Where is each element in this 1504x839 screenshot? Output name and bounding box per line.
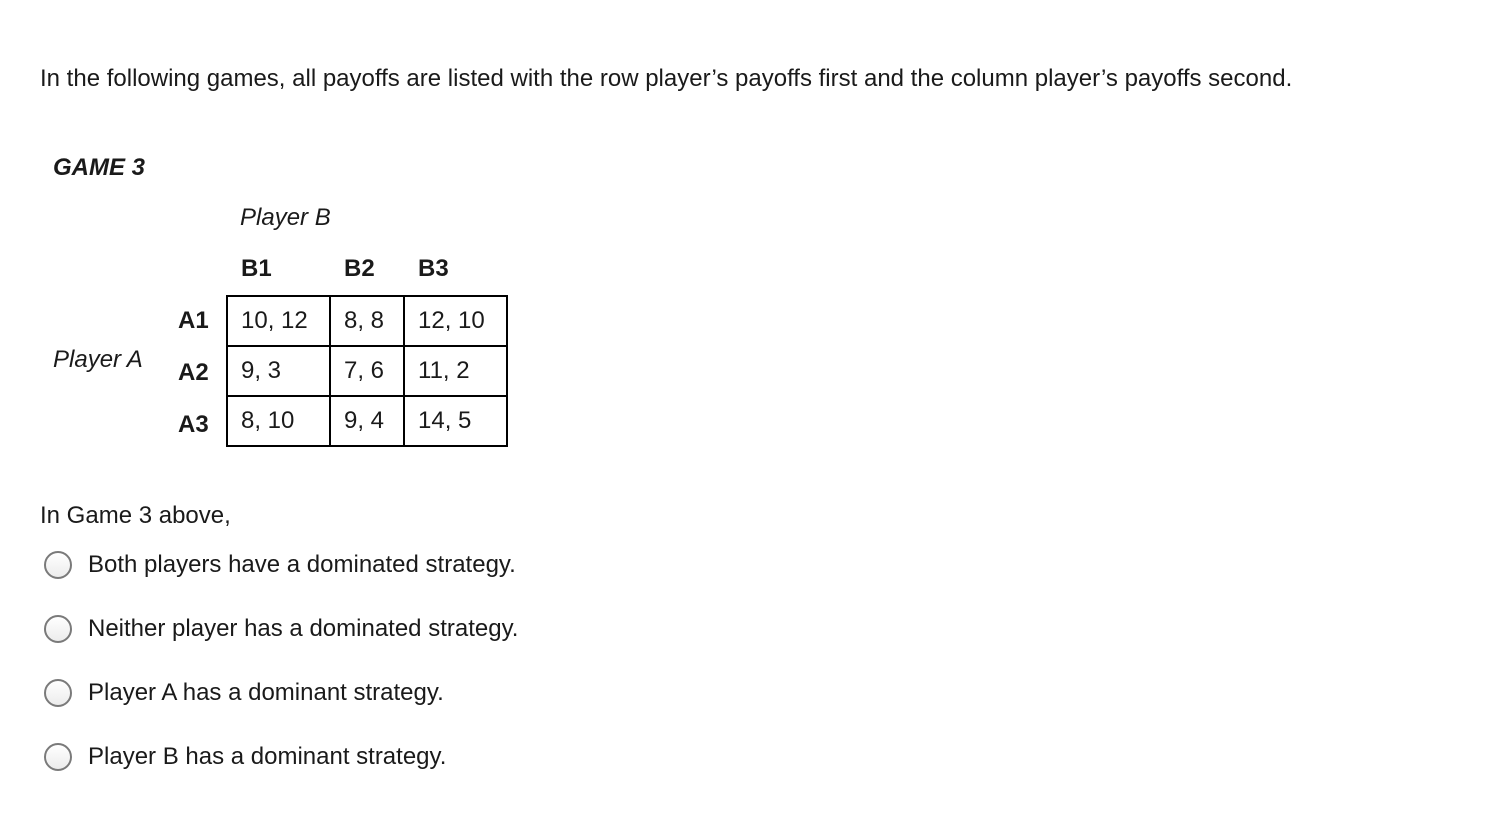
answer-option-label: Player B has a dominant strategy. xyxy=(88,743,447,770)
game-title: GAME 3 xyxy=(53,154,146,181)
column-header-b1: B1 xyxy=(241,255,272,282)
column-header-b3: B3 xyxy=(418,255,449,282)
column-header-b2: B2 xyxy=(344,255,375,282)
payoff-row-a2 xyxy=(227,346,507,396)
instructions-text: In the following games, all payoffs are listed with the row player’s payoffs first and the column player’s payoffs second. xyxy=(40,65,1293,92)
answer-option-label: Player A has a dominant strategy. xyxy=(88,679,444,706)
payoff-row-a1 xyxy=(227,296,507,346)
payoff-cell-a3-b2: 9, 4 xyxy=(330,396,404,446)
row-player-label: Player A xyxy=(53,346,143,373)
answer-option-label: Both players have a dominated strategy. xyxy=(88,551,516,578)
radio-button-3[interactable] xyxy=(44,679,72,707)
radio-button-2[interactable] xyxy=(44,615,72,643)
row-header-a1: A1 xyxy=(178,307,209,334)
payoff-cell-a2-b3: 11, 2 xyxy=(404,346,507,396)
radio-button-1[interactable] xyxy=(44,551,72,579)
answer-option-1[interactable] xyxy=(44,548,516,582)
column-player-label: Player B xyxy=(240,204,331,231)
row-header-a2: A2 xyxy=(178,359,209,386)
payoff-cell-a1-b3: 12, 10 xyxy=(404,296,507,346)
answer-option-3[interactable] xyxy=(44,676,444,710)
payoff-row-a3 xyxy=(227,396,507,446)
radio-button-4[interactable] xyxy=(44,743,72,771)
payoff-cell-a2-b1: 9, 3 xyxy=(227,346,330,396)
answer-option-label: Neither player has a dominated strategy. xyxy=(88,615,519,642)
payoff-cell-a1-b2: 8, 8 xyxy=(330,296,404,346)
question-prompt: In Game 3 above, xyxy=(40,502,231,529)
answer-option-4[interactable] xyxy=(44,740,446,774)
payoff-matrix xyxy=(226,295,508,447)
payoff-cell-a1-b1: 10, 12 xyxy=(227,296,330,346)
row-header-a3: A3 xyxy=(178,411,209,438)
payoff-cell-a3-b3: 14, 5 xyxy=(404,396,507,446)
payoff-cell-a3-b1: 8, 10 xyxy=(227,396,330,446)
answer-option-2[interactable] xyxy=(44,612,518,646)
payoff-cell-a2-b2: 7, 6 xyxy=(330,346,404,396)
